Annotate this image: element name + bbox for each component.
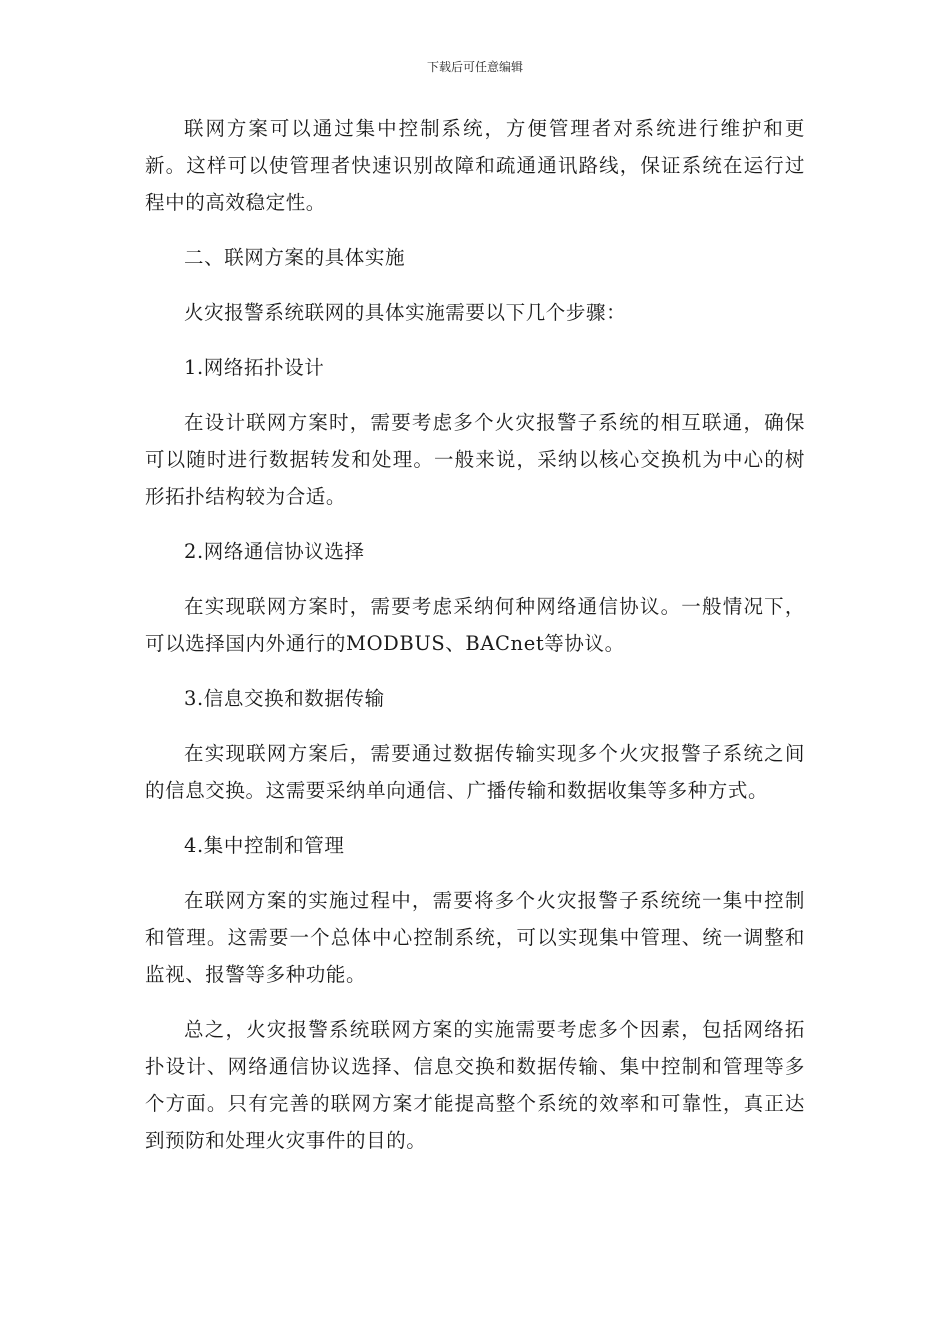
step-heading-topology: 1.网络拓扑设计 bbox=[184, 356, 325, 379]
paragraph-central-control: 在联网方案的实施过程中，需要将多个火灾报警子系统统一集中控制和管理。这需要一个总体中心控制系统，可以实现集中管理、统一调整和监视、报警等多种功能。 bbox=[145, 889, 805, 986]
paragraph-summary: 总之，火灾报警系统联网方案的实施需要考虑多个因素，包括网络拓扑设计、网络通信协议选择、信息交换和数据传输、集中控制和管理等多个方面。只有完善的联网方案才能提高整个系统的效率和可靠性，真正达到预防和处理火灾事件的目的。 bbox=[145, 1018, 805, 1152]
section-heading-implementation: 二、联网方案的具体实施 bbox=[184, 246, 406, 269]
paragraph-maintenance: 联网方案可以通过集中控制系统，方便管理者对系统进行维护和更新。这样可以使管理者快速识别故障和疏通通讯路线，保证系统在运行过程中的高效稳定性。 bbox=[145, 117, 805, 214]
step-heading-protocol: 2.网络通信协议选择 bbox=[184, 540, 365, 563]
paragraph-topology: 在设计联网方案时，需要考虑多个火灾报警子系统的相互联通，确保可以随时进行数据转发和处理。一般来说，采纳以核心交换机为中心的树形拓扑结构较为合适。 bbox=[145, 411, 805, 508]
page-header: 下载后可任意编辑 bbox=[426, 60, 523, 74]
paragraph-steps-intro: 火灾报警系统联网的具体实施需要以下几个步骤： bbox=[184, 301, 627, 324]
step-heading-data-exchange: 3.信息交换和数据传输 bbox=[184, 687, 385, 710]
paragraph-data-exchange: 在实现联网方案后，需要通过数据传输实现多个火灾报警子系统之间的信息交换。这需要采纳单向通信、广播传输和数据收集等多种方式。 bbox=[145, 742, 805, 802]
paragraph-protocol: 在实现联网方案时，需要考虑采纳何种网络通信协议。一般情况下，可以选择国内外通行的MODBUS、BACnet等协议。 bbox=[145, 595, 805, 655]
document-body bbox=[145, 110, 805, 1177]
step-heading-central-control: 4.集中控制和管理 bbox=[184, 834, 345, 857]
